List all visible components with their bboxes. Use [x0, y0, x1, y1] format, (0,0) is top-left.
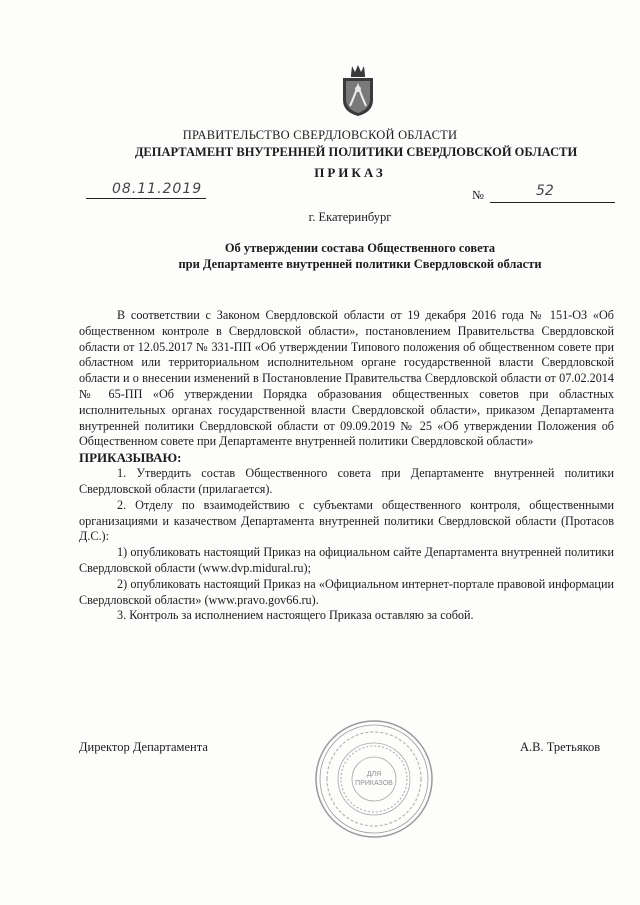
signatory-position: Директор Департамента	[79, 740, 208, 754]
document-type: ПРИКАЗ	[314, 165, 386, 180]
government-name: ПРАВИТЕЛЬСТВО СВЕРДЛОВСКОЙ ОБЛАСТИ	[182, 128, 458, 142]
official-stamp-seal	[313, 718, 435, 840]
document-title	[0, 240, 640, 272]
coat-of-arms-emblem	[338, 62, 378, 118]
order-item-2-1: 1) опубликовать настоящий Приказ на официальном сайте Департамента внутренней политики Свердловской области (www.dvp.midural.ru);	[79, 545, 614, 575]
order-item-3: 3. Контроль за исполнением настоящего Приказа оставляю за собой.	[117, 608, 474, 623]
document-body	[79, 308, 614, 624]
number-underline	[490, 202, 615, 203]
title-line-1: Об утверждении состава Общественного совета	[224, 241, 496, 255]
stamp-text-line-1: ДЛЯ	[366, 771, 382, 778]
preamble-paragraph: В соответствии с Законом Свердловской области от 19 декабря 2016 года № 151-ОЗ «Об общественном контроле в Свердловской области», постановлением Правительства Свердловской области от 12.05.2017 № 331-ПП «Об утверждении Типового положения об общественном совете при областном или территориальном исполнительном органе государственной власти Свердловской области и о внесении изменений в Постановление Правительства Свердловской области от 07.02.2014 № 65-ПП «Об утверждении Порядка образования общественных советов при областных исполнительных органах государственной власти Свердловской области», приказом Департамента внутренней политики Свердловской области от 09.09.2019 № 25 «Об утверждении Положения об Общественном совете при Департаменте внутренней политики Свердловской области»	[79, 308, 614, 449]
stamp-text-line-2: ПРИКАЗОВ	[355, 780, 393, 787]
order-item-2: 2. Отделу по взаимодействию с субъектами общественного контроля, общественными организациями и казачеством Департамента внутренней политики Свердловской области (Протасов Д.С.):	[79, 497, 614, 544]
number-sign: №	[472, 188, 484, 202]
decree-heading: ПРИКАЗЫВАЮ:	[79, 450, 182, 466]
title-line-2: при Департаменте внутренней политики Свердловской области	[178, 257, 542, 271]
city: г. Екатеринбург	[308, 210, 392, 224]
order-item-1: 1. Утвердить состав Общественного совета при Департаменте внутренней политики Свердловской области (прилагается).	[79, 466, 614, 496]
order-number: 52	[536, 183, 554, 199]
signatory-name: А.В. Третьяков	[520, 740, 601, 754]
order-item-2-2: 2) опубликовать настоящий Приказ на «Официальном интернет-портале правовой информации Свердловской области» (www.pravo.gov66.ru).	[79, 576, 614, 607]
order-date: 08.11.2019	[112, 181, 203, 197]
date-underline	[86, 198, 206, 199]
department-name: ДЕПАРТАМЕНТ ВНУТРЕННЕЙ ПОЛИТИКИ СВЕРДЛОВСКОЙ ОБЛАСТИ	[134, 145, 578, 159]
